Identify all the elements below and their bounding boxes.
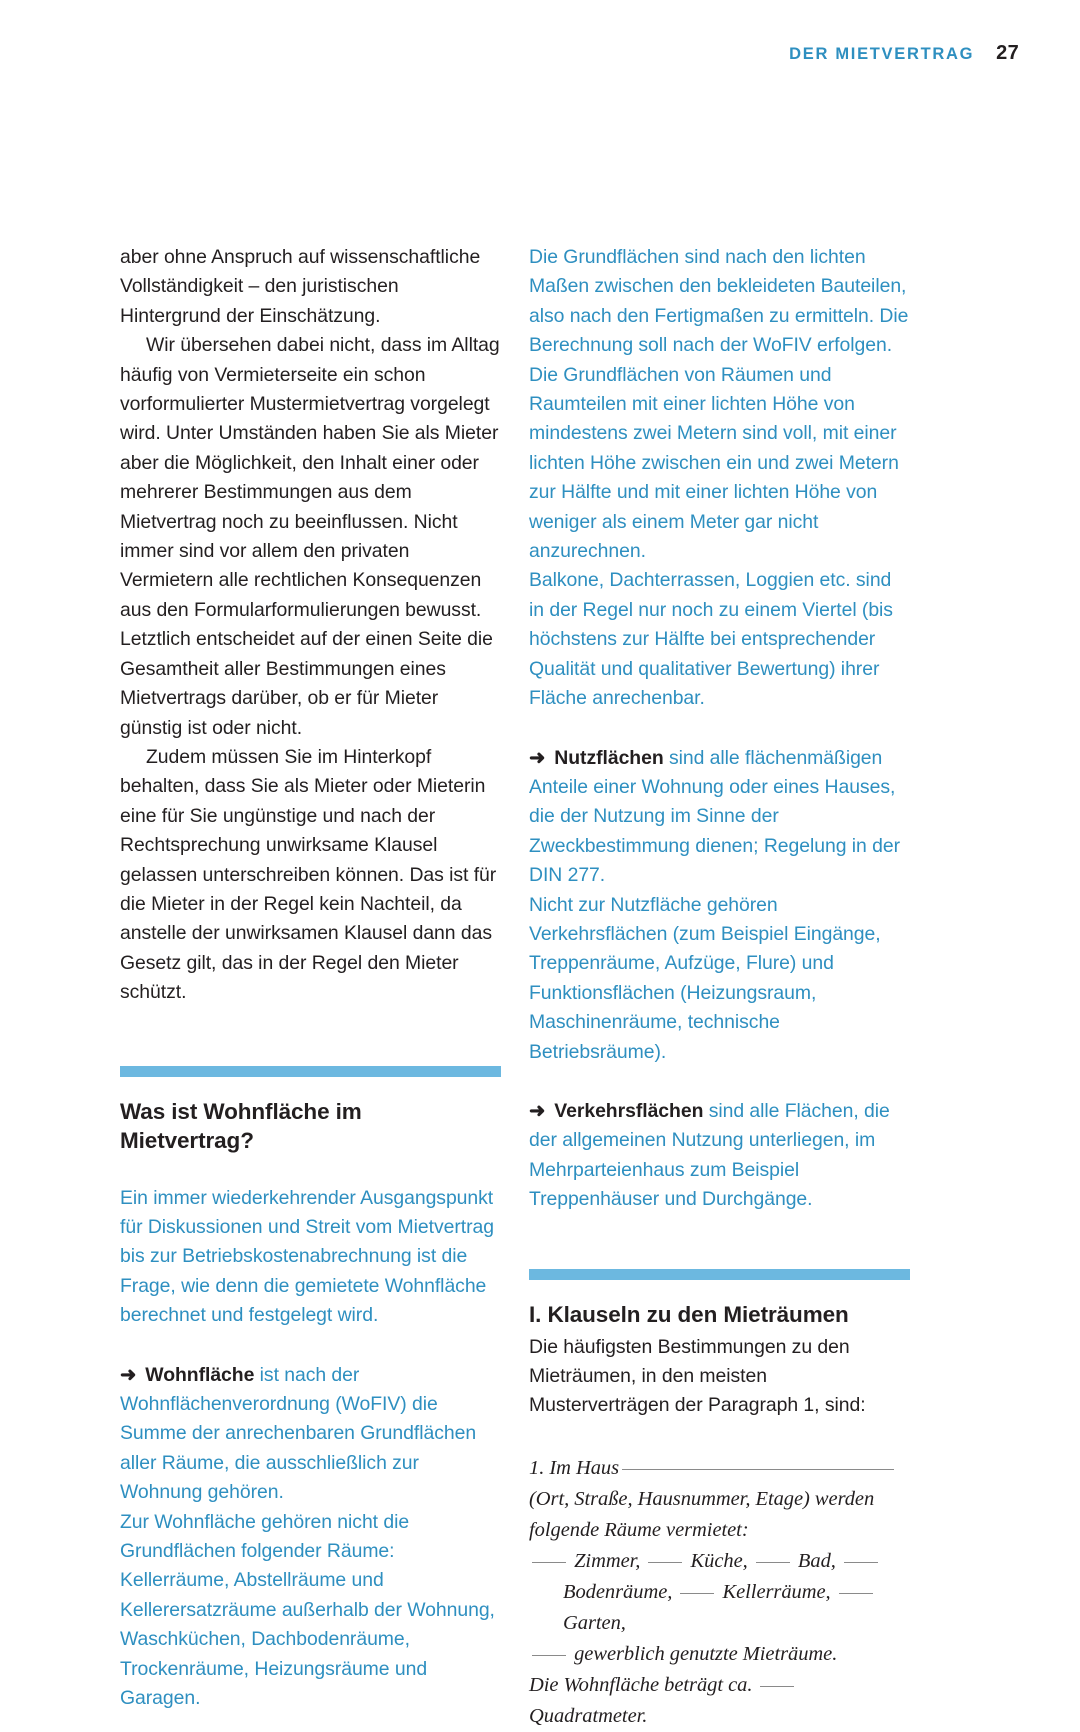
form-line-label: Quadratmeter. — [529, 1704, 648, 1727]
definition-text: sind alle flächenmäßigen Anteile einer Wohnung oder eines Hauses, die der Nutzung im Sinne der Zweckbestimmung dienen; Regelung in der DIN 277. — [529, 746, 900, 887]
form-room-list — [529, 1546, 910, 1639]
arrow-right-icon: ➜ — [529, 1099, 546, 1122]
page-number: 27 — [996, 42, 1019, 64]
running-head-title: DER MIETVERTRAG — [789, 45, 975, 63]
form-line-label: 1. Im Haus — [529, 1456, 620, 1479]
paragraph: Ein immer wiederkehrender Ausgangspunkt für Diskussionen und Streit vom Mietvertrag bis zur Betriebskostenabrechnung ist die Frage, wie denn die gemietete Wohnfläche berechnet und festgelegt wird. — [120, 1186, 494, 1327]
form-blank-garten[interactable] — [839, 1593, 873, 1594]
paragraph: Nicht zur Nutzfläche gehören Verkehrsflächen (zum Beispiel Eingänge, Treppenräume, Aufzüge, Flure) und Funktionsflächen (Heizungsraum, Maschinenräume, technische Betriebsräume). — [529, 893, 881, 1063]
form-blank-bad[interactable] — [756, 1562, 790, 1563]
definition-term: Verkehrsflächen — [554, 1099, 704, 1122]
form-item-label: Kellerräume, — [722, 1580, 831, 1603]
paragraph: aber ohne Anspruch auf wissenschaftliche Vollständigkeit – den juristischen Hintergrund der Einschätzung. — [120, 246, 481, 327]
form-blank-bodenraeume[interactable] — [844, 1562, 878, 1563]
right-column — [529, 243, 910, 1732]
section-heading: I. Klauseln zu den Mieträumen — [529, 1301, 849, 1327]
form-line — [529, 1670, 910, 1732]
form-item-label: Zimmer, — [574, 1549, 641, 1572]
arrow-right-icon: ➜ — [120, 1363, 137, 1386]
form-blank-address[interactable] — [622, 1469, 894, 1470]
paragraph: Zur Wohnfläche gehören nicht die Grundflächen folgender Räume: Kellerräume, Abstellräume und Kellerersatzräume außerhalb der Wohnung, Waschküchen, Dachbodenräume, Trockenräume, Heizungsräume und Garagen. — [120, 1510, 495, 1710]
section-heading: Was ist Wohnfläche im Mietvertrag? — [120, 1098, 362, 1153]
section-rule — [529, 1269, 910, 1280]
contract-form-excerpt — [529, 1453, 910, 1732]
form-item-label: Bad, — [797, 1549, 836, 1572]
form-blank-quadratmeter[interactable] — [760, 1686, 794, 1687]
form-line — [529, 1453, 910, 1484]
form-blank-zimmer[interactable] — [532, 1562, 566, 1563]
left-column — [120, 243, 501, 1732]
form-blank-gewerblich[interactable] — [532, 1655, 566, 1656]
arrow-right-icon: ➜ — [529, 746, 546, 769]
definition-term: Nutzflächen — [554, 746, 664, 769]
definition-text: sind alle Flächen, die der allgemeinen Nutzung unterliegen, im Mehrparteienhaus zum Beispiel Treppenhäuser und Durchgänge. — [529, 1099, 890, 1211]
paragraph: Die Grundflächen von Räumen und Raumteilen mit einer lichten Höhe von mindestens zwei Metern sind voll, mit einer lichten Höhe zwischen ein und zwei Metern zur Hälfte und mit einer lichten Höhe von weniger als einem Meter gar nicht anzurechnen. — [529, 363, 899, 563]
paragraph: Zudem müssen Sie im Hinterkopf behalten, dass Sie als Mieter oder Mieterin eine für Sie ungünstige und nach der Rechtsprechung unwirksame Klausel gelassen unterschreiben können. Das ist für die Mieter in der Regel kein Nachteil, da anstelle der unwirksamen Klausel dann das Gesetz gilt, das in der Regel den Mieter schützt. — [120, 745, 497, 1004]
running-head — [789, 42, 1019, 65]
paragraph: Die Grundflächen sind nach den lichten Maßen zwischen den bekleideten Bauteilen, also nach den Fertigmaßen zu ermitteln. Die Berechnung soll nach der WoFIV erfolgen. — [529, 246, 909, 357]
form-item-label: Küche, — [690, 1549, 748, 1572]
form-item-label: Bodenräume, — [563, 1580, 673, 1603]
paragraph: Wir übersehen dabei nicht, dass im Alltag häufig von Vermieterseite ein schon vorformulierter Mustermietvertrag vorgelegt wird. Unter Umständen haben Sie als Mieter aber die Möglichkeit, den Inhalt einer oder mehrerer Bestimmungen aus dem Mietvertrag noch zu beeinflussen. Nicht immer sind vor allem den privaten Vermietern alle rechtlichen Konsequenzen aus den Formularformulierungen bewusst. Letztlich entscheidet auf der einen Seite die Gesamtheit aller Bestimmungen eines Mietvertrags darüber, ob er für Mieter günstig ist oder nicht. — [120, 334, 500, 739]
form-item-label: Garten, — [563, 1611, 626, 1634]
form-blank-kueche[interactable] — [648, 1562, 682, 1563]
definition-term: Wohnfläche — [145, 1363, 255, 1386]
definition-bullet — [529, 744, 910, 891]
definition-text: ist nach der Wohnflächenverordnung (WoFIV) die Summe der anrechenbaren Grundflächen aller Räume, die ausschließlich zur Wohnung gehören. — [120, 1363, 477, 1504]
paragraph: Die häufigsten Bestimmungen zu den Mieträumen, in den meisten Musterverträgen der Paragraph 1, sind: — [529, 1335, 866, 1417]
paragraph: Balkone, Dachterrassen, Loggien etc. sind in der Regel nur noch zu einem Viertel (bis höchstens zur Hälfte bei entsprechender Qualität und qualitativer Bewertung) ihrer Fläche anrechenbar. — [529, 569, 893, 710]
definition-bullet — [120, 1361, 501, 1508]
form-line: (Ort, Straße, Hausnummer, Etage) werden folgende Räume vermietet: — [529, 1487, 875, 1541]
form-line-label: Die Wohnfläche beträgt ca. — [529, 1673, 753, 1696]
definition-bullet — [529, 1097, 910, 1215]
form-line — [529, 1639, 910, 1670]
two-column-body — [120, 243, 960, 1732]
form-item-label: gewerblich genutzte Mieträume. — [574, 1642, 838, 1665]
form-blank-kellerraeume[interactable] — [680, 1593, 714, 1594]
section-rule — [120, 1066, 501, 1077]
